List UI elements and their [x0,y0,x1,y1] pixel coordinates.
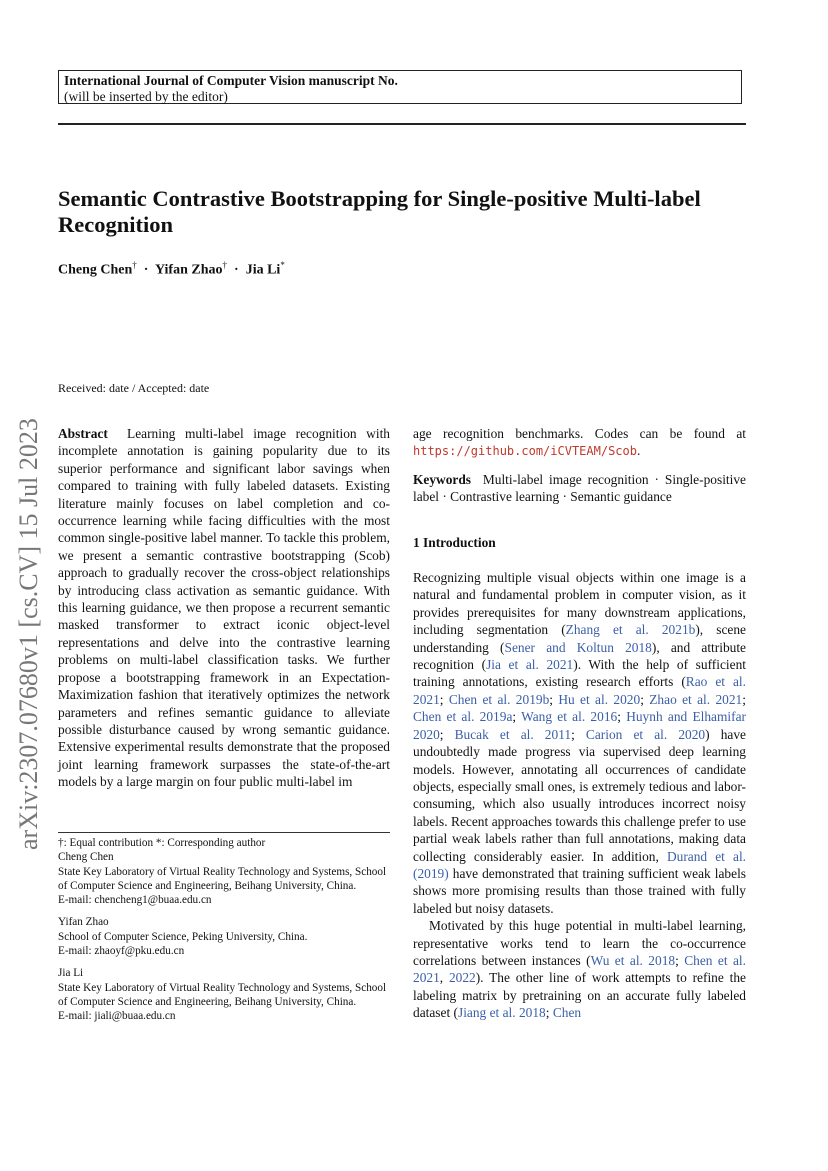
left-column [58,425,390,791]
citation-link[interactable]: Carion et al. 2020 [585,726,706,742]
intro-text: ). The other line of work attempts to refine the labeling matrix by pretraining on an accurate fully labeled dataset ( [413,970,746,1021]
citation-link[interactable]: Hu et al. 2020 [558,691,641,707]
citation-link[interactable]: 2022 [448,970,476,986]
intro-text: ), and attribute recognition ( [413,639,747,673]
author-separator: · [143,262,149,278]
footnote-equal-contribution: †: Equal contribution *: Corresponding author [58,837,266,849]
footnote-email: E-mail: chencheng1@buaa.edu.cn [58,894,212,907]
footnote-author-name: Jia Li [58,967,84,980]
citation-sep: ; [675,952,685,968]
citation-link[interactable]: Durand et al. (2019) [413,848,747,881]
footnote-email: E-mail: zhaoyf@pku.edu.cn [58,945,185,958]
footnote-affiliation: School of Computer Science, Peking University, China. [58,930,308,943]
author-name: Yifan Zhao [154,262,223,278]
citation-sep: ; [549,691,559,707]
abstract-end: . [636,443,641,459]
citation-sep: ; [640,691,650,707]
intro-text: ), scene understanding ( [413,622,746,655]
author-mark: † [132,260,137,270]
citation-sep: ; [617,709,627,725]
citation-sep: , [439,970,449,986]
citation-link[interactable]: Chen et al. 2019b [448,691,550,707]
citation-sep: ; [439,691,449,707]
citation-link[interactable]: Wu et al. 2018 [590,952,676,968]
intro-text: Recognizing multiple visual objects within one image is a natural and fundamental problem in computer vision, as it provides prerequisites for many downstream applications, including segmentation ( [413,570,746,638]
keywords [413,471,746,506]
author-name: Jia Li [245,262,281,278]
intro-text: have demonstrated that training sufficient weak labels shows more promising results than those trained with fully labeled but noisy datasets. [413,865,746,916]
section-heading: 1 Introduction [413,534,496,550]
intro-paragraph-2 [413,917,746,1021]
received-line: Received: date / Accepted: date [58,381,210,395]
citation-link[interactable]: Rao et al. 2021 [413,674,746,707]
citation-link[interactable]: Bucak et al. 2011 [454,726,572,742]
intro-text: ) have undoubtedly made progress via supervised deep learning models. However, annotating all occurrences of candidate objects, especially small ones, is extremely tedious and labor-consuming, which also usually introduces incorrect noisy labels. Recent approaches towards this challenge prefer to use partial weak labels rather than full annotations, making data collecting considerably easier. In addition, [413,726,746,864]
citation-link[interactable]: Chen et al. 2019a [413,709,513,725]
footnote-author-name: Cheng Chen [58,851,114,864]
right-column [413,425,746,1022]
abstract-label: Abstract [58,426,108,441]
paper-title: Semantic Contrastive Bootstrapping for Single-positive Multi-label Recognition [58,186,701,237]
citation-link[interactable]: Huynh and Elhamifar 2020 [413,709,746,742]
citation-sep: ; [545,1005,553,1021]
intro-text: Motivated by this huge potential in multi-label learning, representative works tend to learn the co-occurrence correlations between instances ( [413,918,746,968]
journal-header-box [58,70,742,104]
header-rule [58,123,746,125]
citation-sep: ; [742,691,746,707]
citation-sep: ; [512,709,522,725]
footnote-rule [58,832,390,833]
citation-link[interactable]: Chen et al. 2021 [413,952,746,986]
author-mark: * [280,260,285,270]
footnote-email: E-mail: jiali@buaa.edu.cn [58,1010,176,1023]
journal-name: International Journal of Computer Vision manuscript No. [64,73,398,88]
arxiv-side-stamp: arXiv:2307.07680v1 [cs.CV] 15 Jul 2023 [14,418,43,850]
citation-link[interactable]: Jiang et al. 2018 [457,1005,546,1021]
citation-sep: ; [439,726,455,742]
author-name: Cheng Chen [58,262,133,278]
citation-link[interactable]: Zhao et al. 2021 [649,691,743,707]
citation-link[interactable]: Jia et al. 2021 [486,657,574,673]
citation-link[interactable]: Chen [552,1005,582,1021]
intro-paragraph-1 [413,569,746,917]
editor-note: (will be inserted by the editor) [64,89,228,104]
abstract-continuation [413,425,746,461]
author-separator: · [234,262,239,278]
footnote-affiliation: State Key Laboratory of Virtual Reality Technology and Systems, School of Computer Science and Engineering, Beihang University, China. [58,865,387,892]
intro-text: ). With the help of sufficient training annotations, existing research efforts ( [413,657,746,690]
citation-sep: ; [571,726,586,742]
abstract [58,425,390,791]
abstract-text: Learning multi-label image recognition with incomplete annotation is gaining popularity due to its superior performance and significant labor savings when compared to training with fully labeled datasets. Existing literature mainly focuses on label completion and co-occurrence learning while facing difficulties with the most common single-positive label manner. To tackle this problem, we present a semantic contrastive bootstrapping (Scob) approach to gradually recover the cross-object relationships by introducing class activation as semantic guidance. With this learning guidance, we then propose a recurrent semantic masked transformer to extract iconic object-level representations and delve into the contrastive learning problems on multi-label classification tasks. We further propose a bootstrapping framework in an Expectation-Maximization fashion that iteratively optimizes the network parameters and refines semantic guidance to alleviate possible disturbance caused by wrong semantic guidance. Extensive experimental results demonstrate that the proposed joint learning framework surpasses the state-of-the-art models by a large margin on four public multi-label im [58,426,390,790]
abstract-cont-text: age recognition benchmarks. Codes can be found at [413,426,746,441]
footnotes [58,836,392,1024]
citation-link[interactable]: Wang et al. 2016 [521,709,618,725]
citation-link[interactable]: Zhang et al. 2021b [565,622,696,638]
keywords-label: Keywords [413,471,472,487]
citation-link[interactable]: Sener and Koltun 2018 [504,639,652,655]
author-list [58,260,285,279]
code-url-link[interactable]: https://github.com/iCVTEAM/Scob [413,444,637,459]
footnote-author-name: Yifan Zhao [58,916,109,929]
author-mark: † [222,260,228,270]
keywords-text: Multi-label image recognition · Single-positive label · Contrastive learning · Semantic guidance [413,471,746,505]
footnote-affiliation: State Key Laboratory of Virtual Reality Technology and Systems, School of Computer Science and Engineering, Beihang University, China. [58,981,387,1008]
